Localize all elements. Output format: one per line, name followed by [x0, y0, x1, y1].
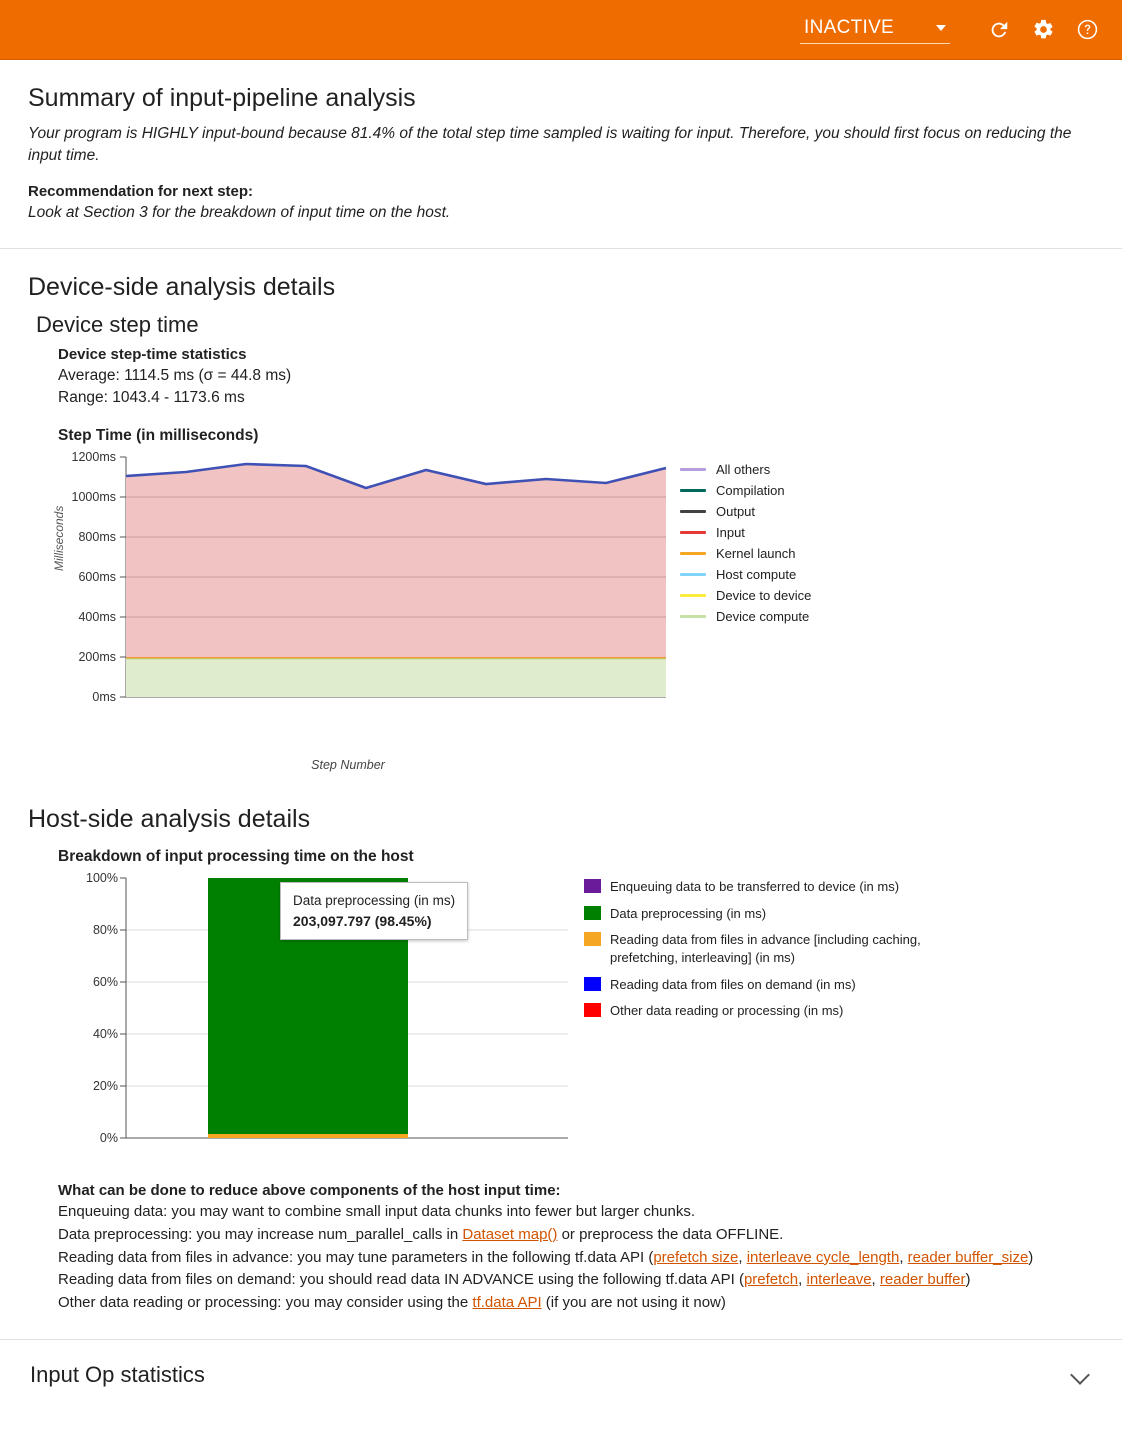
- step-time-chart-title: Step Time (in milliseconds): [58, 427, 259, 444]
- legend-label: Data preprocessing (in ms): [610, 905, 767, 921]
- summary-section: [0, 60, 1122, 249]
- reader-buffer-size-link[interactable]: reader buffer_size: [907, 1248, 1029, 1266]
- advice-text: ,: [871, 1271, 880, 1289]
- legend-swatch-all-others: [680, 468, 706, 471]
- legend-swatch-host-compute: [680, 573, 706, 576]
- legend-swatch-output: [680, 510, 706, 513]
- step-time-x-axis-label: Step Number: [311, 758, 385, 772]
- advice-line-read-demand: [58, 1269, 1094, 1292]
- svg-text:100%: 100%: [86, 872, 118, 885]
- gear-icon[interactable]: [1026, 13, 1060, 47]
- legend-item[interactable]: [584, 878, 940, 896]
- reader-buffer-link[interactable]: reader buffer: [879, 1271, 966, 1289]
- host-advice-block: [58, 1182, 1094, 1315]
- advice-text: Other data reading or processing: you may consider using the: [58, 1294, 473, 1312]
- advice-line-read-advance: [58, 1247, 1094, 1270]
- svg-text:1200ms: 1200ms: [71, 451, 116, 464]
- device-section-title: Device-side analysis details: [28, 273, 336, 301]
- advice-text: or preprocess the data OFFLINE.: [557, 1225, 784, 1243]
- prefetch-size-link[interactable]: prefetch size: [653, 1248, 739, 1266]
- host-breakdown-chart-title: Breakdown of input processing time on the host: [58, 848, 414, 865]
- legend-label: Host compute: [716, 567, 797, 582]
- svg-text:800ms: 800ms: [78, 530, 116, 544]
- help-icon[interactable]: [1070, 13, 1104, 47]
- host-section-title: Host-side analysis details: [28, 805, 311, 833]
- legend-label: Output: [716, 504, 756, 519]
- chevron-down-icon[interactable]: [1070, 1364, 1092, 1386]
- svg-text:40%: 40%: [92, 1027, 118, 1041]
- legend-swatch-input: [680, 531, 706, 534]
- legend-item[interactable]: [680, 564, 811, 585]
- step-time-plot-svg: [28, 451, 668, 751]
- step-time-y-axis-label: Milliseconds: [52, 505, 66, 571]
- step-time-chart: [28, 451, 1094, 772]
- chart-tooltip: [280, 882, 468, 940]
- legend-item[interactable]: [584, 976, 940, 994]
- legend-label: Reading data from files on demand (in ms): [610, 976, 856, 992]
- prefetch-link[interactable]: prefetch: [743, 1271, 799, 1289]
- tooltip-title: Data preprocessing (in ms): [293, 893, 456, 908]
- legend-swatch-data-preprocessing: [584, 906, 601, 920]
- dataset-map-link[interactable]: Dataset map(): [462, 1225, 558, 1243]
- device-side-section: [0, 249, 1122, 772]
- input-op-statistics-section-header[interactable]: [0, 1340, 1122, 1410]
- svg-text:600ms: 600ms: [78, 570, 116, 584]
- legend-label: Compilation: [716, 483, 785, 498]
- legend-item[interactable]: [680, 585, 811, 606]
- legend-label: Enqueuing data to be transferred to device (in ms): [610, 879, 900, 894]
- svg-text:0ms: 0ms: [92, 690, 116, 704]
- advice-text: Reading data from files in advance: you may tune parameters in the following tf.data API (: [58, 1248, 654, 1266]
- legend-swatch-device-compute: [680, 615, 706, 618]
- chevron-down-icon: [936, 25, 946, 31]
- svg-text:400ms: 400ms: [78, 610, 116, 624]
- advice-text: ,: [899, 1248, 908, 1266]
- recommendation-body: Look at Section 3 for the breakdown of input time on the host.: [28, 204, 451, 221]
- legend-item[interactable]: [680, 480, 811, 501]
- legend-swatch-enqueuing: [584, 879, 601, 893]
- advice-text: Data preprocessing: you may increase num_parallel_calls in: [58, 1225, 463, 1243]
- input-op-statistics-title: Input Op statistics: [30, 1361, 205, 1387]
- legend-item[interactable]: [680, 459, 811, 480]
- legend-label: Device to device: [716, 588, 812, 603]
- legend-label: Kernel launch: [716, 546, 796, 561]
- host-side-section: [0, 757, 1122, 1340]
- summary-body: Your program is HIGHLY input-bound because 81.4% of the total step time sampled is waiting for input. Therefore, you should first focus on reducing the input time.: [28, 125, 1072, 164]
- legend-label: Reading data from files in advance [including caching, prefetching, interleaving] (in ms): [610, 932, 921, 966]
- legend-item[interactable]: [584, 931, 940, 966]
- advice-text: ): [1028, 1248, 1034, 1266]
- advice-line-enqueuing: Enqueuing data: you may want to combine small input data chunks into fewer but larger chunks.: [58, 1203, 696, 1220]
- legend-item[interactable]: [680, 543, 811, 564]
- legend-item[interactable]: [680, 501, 811, 522]
- device-step-time-title: Device step time: [36, 312, 199, 337]
- legend-label: Device compute: [716, 609, 810, 624]
- device-stats-heading: Device step-time statistics: [58, 346, 247, 363]
- summary-title: Summary of input-pipeline analysis: [28, 84, 416, 112]
- advice-text: (if you are not using it now): [541, 1294, 726, 1312]
- advice-line-other: [58, 1292, 1094, 1315]
- legend-item[interactable]: [584, 1002, 940, 1020]
- advice-text: Reading data from files on demand: you should read data IN ADVANCE using the following tf.data API (: [58, 1271, 744, 1289]
- device-range-line: Range: 1043.4 - 1173.6 ms: [58, 389, 245, 406]
- advice-heading: What can be done to reduce above components of the host input time:: [58, 1182, 561, 1199]
- recommendation-label: Recommendation for next step:: [28, 183, 254, 200]
- refresh-icon[interactable]: [982, 13, 1016, 47]
- svg-text:1000ms: 1000ms: [71, 490, 116, 504]
- legend-label: Other data reading or processing (in ms): [610, 1003, 844, 1019]
- advice-text: ): [965, 1271, 971, 1289]
- legend-item[interactable]: [680, 606, 811, 627]
- host-breakdown-legend: [584, 872, 940, 1172]
- run-status-value: INACTIVE: [804, 17, 895, 38]
- svg-text:0%: 0%: [99, 1131, 118, 1145]
- legend-swatch-device-to-device: [680, 594, 706, 597]
- legend-item[interactable]: [584, 905, 940, 923]
- step-time-legend: [680, 451, 811, 751]
- legend-label: All others: [716, 462, 771, 477]
- top-toolbar: [0, 0, 1122, 60]
- host-breakdown-chart: [58, 872, 1094, 1172]
- svg-text:60%: 60%: [92, 975, 118, 989]
- svg-text:200ms: 200ms: [78, 650, 116, 664]
- legend-item[interactable]: [680, 522, 811, 543]
- interleave-cycle-length-link[interactable]: interleave cycle_length: [746, 1248, 900, 1266]
- advice-text: ,: [738, 1248, 747, 1266]
- legend-label: Input: [716, 525, 745, 540]
- svg-text:80%: 80%: [92, 923, 118, 937]
- legend-swatch-other-reading: [584, 1003, 601, 1017]
- advice-line-preprocessing: [58, 1224, 1094, 1247]
- legend-swatch-compilation: [680, 489, 706, 492]
- legend-swatch-reading-in-advance: [584, 932, 601, 946]
- interleave-link[interactable]: interleave: [806, 1271, 872, 1289]
- advice-text: ,: [798, 1271, 807, 1289]
- run-status-dropdown[interactable]: [800, 15, 950, 44]
- device-average-line: Average: 1114.5 ms (σ = 44.8 ms): [58, 367, 292, 384]
- svg-text:20%: 20%: [92, 1079, 118, 1093]
- legend-swatch-reading-on-demand: [584, 977, 601, 991]
- legend-swatch-kernel-launch: [680, 552, 706, 555]
- tooltip-value: 203,097.797 (98.45%): [293, 912, 432, 929]
- tf-data-api-link[interactable]: tf.data API: [472, 1294, 542, 1312]
